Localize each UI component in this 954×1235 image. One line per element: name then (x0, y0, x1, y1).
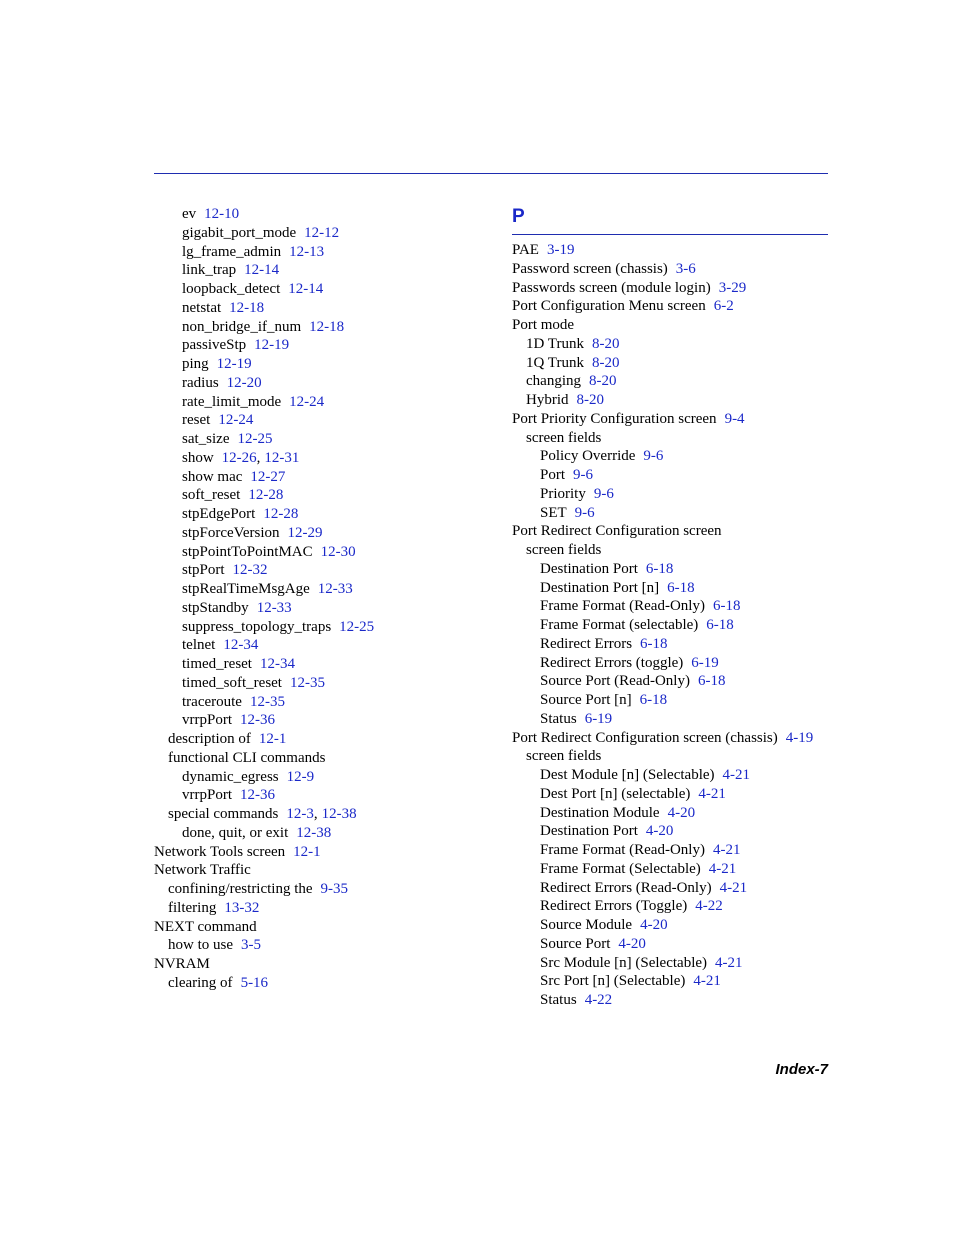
index-entry (512, 879, 828, 898)
index-term: description of (168, 731, 251, 747)
page-link[interactable]: 4-22 (695, 898, 723, 915)
index-entry (512, 579, 828, 598)
index-entry (512, 260, 828, 279)
index-entry (154, 711, 494, 730)
page-link[interactable]: 12-28 (248, 487, 284, 504)
index-entry (154, 749, 494, 768)
index-term: show (182, 449, 214, 466)
page-link[interactable]: 12-20 (226, 374, 262, 391)
page-link[interactable]: 6-18 (712, 598, 741, 615)
index-entry (154, 468, 494, 487)
page-link[interactable]: 3-5 (241, 937, 261, 954)
index-entry (154, 580, 494, 599)
page-link[interactable]: 6-18 (639, 692, 668, 708)
page-link[interactable]: 6-18 (667, 579, 695, 596)
index-term: Port Redirect Configuration screen (chassis) (512, 729, 778, 746)
index-entry (154, 674, 494, 693)
page-link[interactable]: 12-14 (244, 262, 280, 279)
index-term: traceroute (182, 693, 242, 710)
index-term: Port Redirect Configuration screen (512, 523, 722, 540)
page-link[interactable]: 3-29 (718, 279, 747, 296)
index-entry (512, 372, 828, 391)
index-term: filtering (168, 899, 217, 916)
page-link[interactable]: 9-4 (724, 410, 745, 427)
index-entry (154, 543, 494, 562)
page-link[interactable]: 9-35 (320, 881, 349, 897)
index-entry (512, 466, 828, 485)
index-entry (512, 391, 828, 410)
page-link[interactable]: 4-21 (722, 767, 751, 783)
index-entry (154, 486, 494, 505)
index-term: stpEdgePort (182, 506, 256, 522)
index-entry (512, 972, 828, 991)
index-entry (154, 861, 494, 880)
index-entry (512, 541, 828, 560)
index-entry (512, 766, 828, 785)
index-term: Destination Port [n] (540, 579, 660, 596)
index-term: changing (526, 373, 581, 390)
index-term: Frame Format (Selectable) (540, 860, 701, 877)
index-entry (512, 804, 828, 823)
page-link[interactable]: 6-18 (645, 560, 674, 577)
index-entry (154, 505, 494, 524)
page-link[interactable]: 6-19 (584, 710, 613, 727)
page-link[interactable]: 6-18 (706, 617, 734, 633)
index-entry (512, 485, 828, 504)
page-link[interactable]: 12-13 (289, 243, 325, 260)
section-letter: P (512, 206, 525, 227)
page-link[interactable]: 12-36 (240, 787, 275, 804)
index-term: Source Port (Read-Only) (540, 673, 690, 690)
index-term: Src Module [n] (Selectable) (540, 954, 708, 971)
index-entry (154, 355, 494, 374)
page-link[interactable]: 12-10 (204, 206, 240, 222)
index-entry (512, 954, 828, 973)
index-term: Destination Module (540, 804, 660, 821)
index-column-right (512, 205, 828, 1010)
index-column-left (154, 205, 494, 993)
index-term: ev (182, 206, 197, 222)
index-entry (512, 897, 828, 916)
index-entry (512, 935, 828, 954)
index-term: NEXT command (154, 918, 257, 935)
index-entry (154, 824, 494, 843)
index-term: dynamic_egress (182, 768, 279, 785)
index-term: Source Port [n] (540, 692, 632, 708)
index-entry (154, 449, 494, 468)
page-link[interactable]: 12-27 (250, 468, 286, 485)
index-term: Frame Format (Read-Only) (540, 598, 705, 615)
index-term: Network Tools screen (154, 843, 286, 860)
index-entry (154, 786, 494, 805)
index-term: Source Module (540, 917, 633, 933)
index-term: Destination Port (540, 823, 638, 840)
index-term: stpStandby (182, 599, 249, 616)
index-term: confining/restricting the (168, 881, 313, 897)
index-term: Hybrid (526, 392, 569, 408)
index-term: Status (540, 710, 577, 727)
page-link[interactable]: 8-20 (591, 335, 620, 352)
page-link[interactable]: 4-21 (708, 860, 737, 877)
index-entry (154, 843, 494, 862)
page-separator: , (256, 449, 261, 466)
index-term: radius (182, 374, 219, 391)
page-link[interactable]: 5-16 (240, 974, 269, 991)
page-link[interactable]: 4-21 (693, 973, 721, 990)
index-term: special commands (168, 806, 279, 822)
page-link[interactable]: 8-20 (591, 354, 620, 371)
index-term: Status (540, 992, 577, 1008)
index-entry (512, 635, 828, 654)
index-term: Redirect Errors (540, 635, 633, 652)
index-term: Destination Port (540, 560, 638, 577)
header-rule (154, 173, 828, 174)
index-entry (154, 336, 494, 355)
index-term: timed_soft_reset (182, 674, 282, 691)
index-entry (154, 599, 494, 618)
index-entry (512, 672, 828, 691)
page-link[interactable]: 12-9 (286, 768, 315, 785)
page-link[interactable]: 4-21 (698, 785, 726, 802)
page-link[interactable]: 12-33 (256, 599, 292, 616)
page-link[interactable]: 6-18 (697, 673, 726, 690)
index-term: vrrpPort (182, 787, 232, 804)
page-link[interactable]: 12-30 (320, 543, 356, 560)
index-entry (512, 316, 828, 335)
index-entry (512, 354, 828, 373)
page-link[interactable]: 12-38 (321, 806, 357, 822)
index-term: stpPointToPointMAC (182, 543, 313, 560)
page-link[interactable]: 9-6 (573, 467, 594, 483)
index-entry (512, 729, 828, 748)
index-term: Dest Module [n] (Selectable) (540, 767, 715, 783)
page-link[interactable]: 12-34 (259, 656, 295, 672)
index-entry (512, 447, 828, 466)
index-term: Passwords screen (module login) (512, 279, 711, 296)
index-term: gigabit_port_mode (182, 224, 297, 241)
index-entry (154, 524, 494, 543)
index-entry (154, 918, 494, 937)
index-term: NVRAM (154, 956, 210, 972)
page-link[interactable]: 12-35 (289, 674, 325, 691)
page-link[interactable]: 12-35 (249, 693, 285, 710)
index-entry (512, 504, 828, 523)
index-term: screen fields (526, 429, 602, 446)
index-entry (512, 654, 828, 673)
index-entry (512, 522, 828, 541)
page-link[interactable]: 4-20 (667, 804, 696, 821)
page-link[interactable]: 4-19 (785, 729, 814, 746)
index-entry (154, 280, 494, 299)
index-entry (154, 618, 494, 637)
index-entry (154, 299, 494, 318)
index-entry (154, 693, 494, 712)
page-link[interactable]: 12-38 (296, 824, 332, 841)
index-entry (512, 710, 828, 729)
index-term: screen fields (526, 748, 602, 765)
page-link[interactable]: 8-20 (576, 392, 604, 408)
page-link[interactable]: 12-32 (232, 562, 268, 579)
index-entry (512, 822, 828, 841)
index-term: functional CLI commands (168, 749, 326, 766)
index-entry (154, 261, 494, 280)
page-number: Index-7 (775, 1061, 828, 1078)
index-term: suppress_topology_traps (182, 618, 332, 635)
index-term: lg_frame_admin (182, 243, 282, 260)
page-link[interactable]: 12-19 (254, 337, 290, 354)
index-entry (154, 205, 494, 224)
index-term: ping (182, 356, 209, 372)
page-link[interactable]: 3-19 (546, 242, 575, 258)
index-entry (512, 991, 828, 1010)
index-entry (154, 974, 494, 993)
index-term: soft_reset (182, 487, 241, 504)
page-link[interactable]: 12-36 (240, 712, 275, 729)
index-term: Port Priority Configuration screen (512, 410, 717, 427)
index-term: Policy Override (540, 448, 636, 465)
page-link[interactable]: 3-6 (675, 260, 696, 277)
index-entry (154, 655, 494, 674)
index-entry (512, 597, 828, 616)
page-link[interactable]: 4-22 (584, 992, 613, 1008)
index-entry (512, 616, 828, 635)
page-link[interactable]: 6-2 (713, 298, 734, 315)
index-term: done, quit, or exit (182, 824, 289, 841)
index-term: 1Q Trunk (526, 354, 584, 371)
page-link[interactable]: 4-21 (712, 842, 741, 858)
page-link[interactable]: 12-24 (289, 393, 325, 410)
index-term: Port mode (512, 317, 575, 333)
index-term: passiveStp (182, 337, 247, 354)
page-link[interactable]: 8-20 (588, 373, 617, 390)
index-term: SET (540, 504, 567, 521)
section-rule (512, 234, 828, 235)
index-term: rate_limit_mode (182, 393, 282, 410)
index-term: PAE (512, 242, 539, 258)
index-term: Src Port [n] (Selectable) (540, 973, 686, 990)
index-entry (512, 410, 828, 429)
index-entry (154, 936, 494, 955)
index-entry (512, 429, 828, 448)
index-term: how to use (168, 937, 233, 954)
index-term: stpPort (182, 562, 225, 579)
page-link[interactable]: 12-1 (293, 843, 321, 860)
index-entry (154, 243, 494, 262)
index-entry (154, 561, 494, 580)
index-entry (512, 335, 828, 354)
page-link[interactable]: 12-28 (263, 506, 299, 522)
page-link[interactable]: 12-29 (287, 524, 323, 541)
index-term: Source Port (540, 935, 611, 952)
page-link[interactable]: 4-20 (618, 935, 646, 952)
page-link[interactable]: 9-6 (574, 504, 595, 521)
page-link[interactable]: 12-19 (216, 356, 252, 372)
index-entry (512, 785, 828, 804)
page-link[interactable]: 13-32 (224, 899, 260, 916)
page-link[interactable]: 9-6 (593, 485, 614, 502)
index-entry (154, 318, 494, 337)
index-entry (512, 860, 828, 879)
index-term: stpRealTimeMsgAge (182, 581, 310, 597)
page-link[interactable]: 12-1 (258, 731, 287, 747)
index-term: stpForceVersion (182, 524, 280, 541)
page-link[interactable]: 6-19 (691, 654, 719, 671)
index-term: Redirect Errors (Toggle) (540, 898, 688, 915)
page-link[interactable]: 12-26 (221, 449, 257, 466)
page-link[interactable]: 4-20 (640, 917, 668, 933)
index-term: netstat (182, 299, 222, 316)
index-term: timed_reset (182, 656, 252, 672)
index-term: Password screen (chassis) (512, 260, 668, 277)
page-link[interactable]: 4-20 (645, 823, 674, 840)
index-entry (512, 279, 828, 298)
index-entry (512, 841, 828, 860)
index-term: Port Configuration Menu screen (512, 298, 706, 315)
index-term: Redirect Errors (toggle) (540, 654, 684, 671)
page-link[interactable]: 9-6 (643, 448, 664, 465)
index-term: Port (540, 467, 566, 483)
index-term: Dest Port [n] (selectable) (540, 785, 691, 802)
index-term: Frame Format (selectable) (540, 617, 699, 633)
index-term: screen fields (526, 542, 602, 558)
page-link[interactable]: 4-21 (719, 879, 748, 896)
page-link[interactable]: 12-24 (218, 412, 254, 429)
index-entry (154, 955, 494, 974)
index-entry (154, 805, 494, 824)
index-entry (154, 880, 494, 899)
index-term: Priority (540, 485, 586, 502)
page-link[interactable]: 12-12 (304, 224, 340, 241)
page-link[interactable]: 12-14 (288, 281, 324, 297)
index-term: 1D Trunk (526, 335, 584, 352)
index-entry (512, 691, 828, 710)
index-entry (512, 916, 828, 935)
index-entry (512, 560, 828, 579)
index-entry (154, 768, 494, 787)
index-entry (512, 747, 828, 766)
index-entry (154, 430, 494, 449)
index-term: non_bridge_if_num (182, 318, 302, 335)
page-link[interactable]: 12-3 (286, 806, 314, 822)
index-entry (154, 393, 494, 412)
page-link[interactable]: 4-21 (715, 954, 743, 971)
index-term: telnet (182, 637, 216, 654)
index-term: Network Traffic (154, 862, 251, 879)
page-link[interactable]: 12-25 (237, 431, 273, 447)
index-term: reset (182, 412, 211, 429)
index-term: sat_size (182, 431, 230, 447)
index-term: clearing of (168, 974, 233, 991)
page-link[interactable]: 12-18 (229, 299, 265, 316)
index-entry (154, 636, 494, 655)
page-link[interactable]: 6-18 (640, 635, 668, 652)
index-term: loopback_detect (182, 281, 281, 297)
index-term: Redirect Errors (Read-Only) (540, 879, 712, 896)
page-link[interactable]: 12-34 (223, 637, 259, 654)
page-link[interactable]: 12-18 (309, 318, 345, 335)
index-term: link_trap (182, 262, 237, 279)
index-entry (512, 241, 828, 260)
page-link[interactable]: 12-33 (317, 581, 353, 597)
index-entry (154, 899, 494, 918)
index-term: show mac (182, 468, 243, 485)
index-term: vrrpPort (182, 712, 232, 729)
page-link[interactable]: 12-31 (264, 449, 300, 466)
index-entries-right (512, 241, 828, 1010)
index-entry (154, 730, 494, 749)
index-term: Frame Format (Read-Only) (540, 842, 705, 858)
index-entry (154, 224, 494, 243)
index-entry (512, 297, 828, 316)
index-entry (154, 411, 494, 430)
page-separator: , (313, 806, 318, 822)
page-link[interactable]: 12-25 (339, 618, 375, 635)
index-entry (154, 374, 494, 393)
